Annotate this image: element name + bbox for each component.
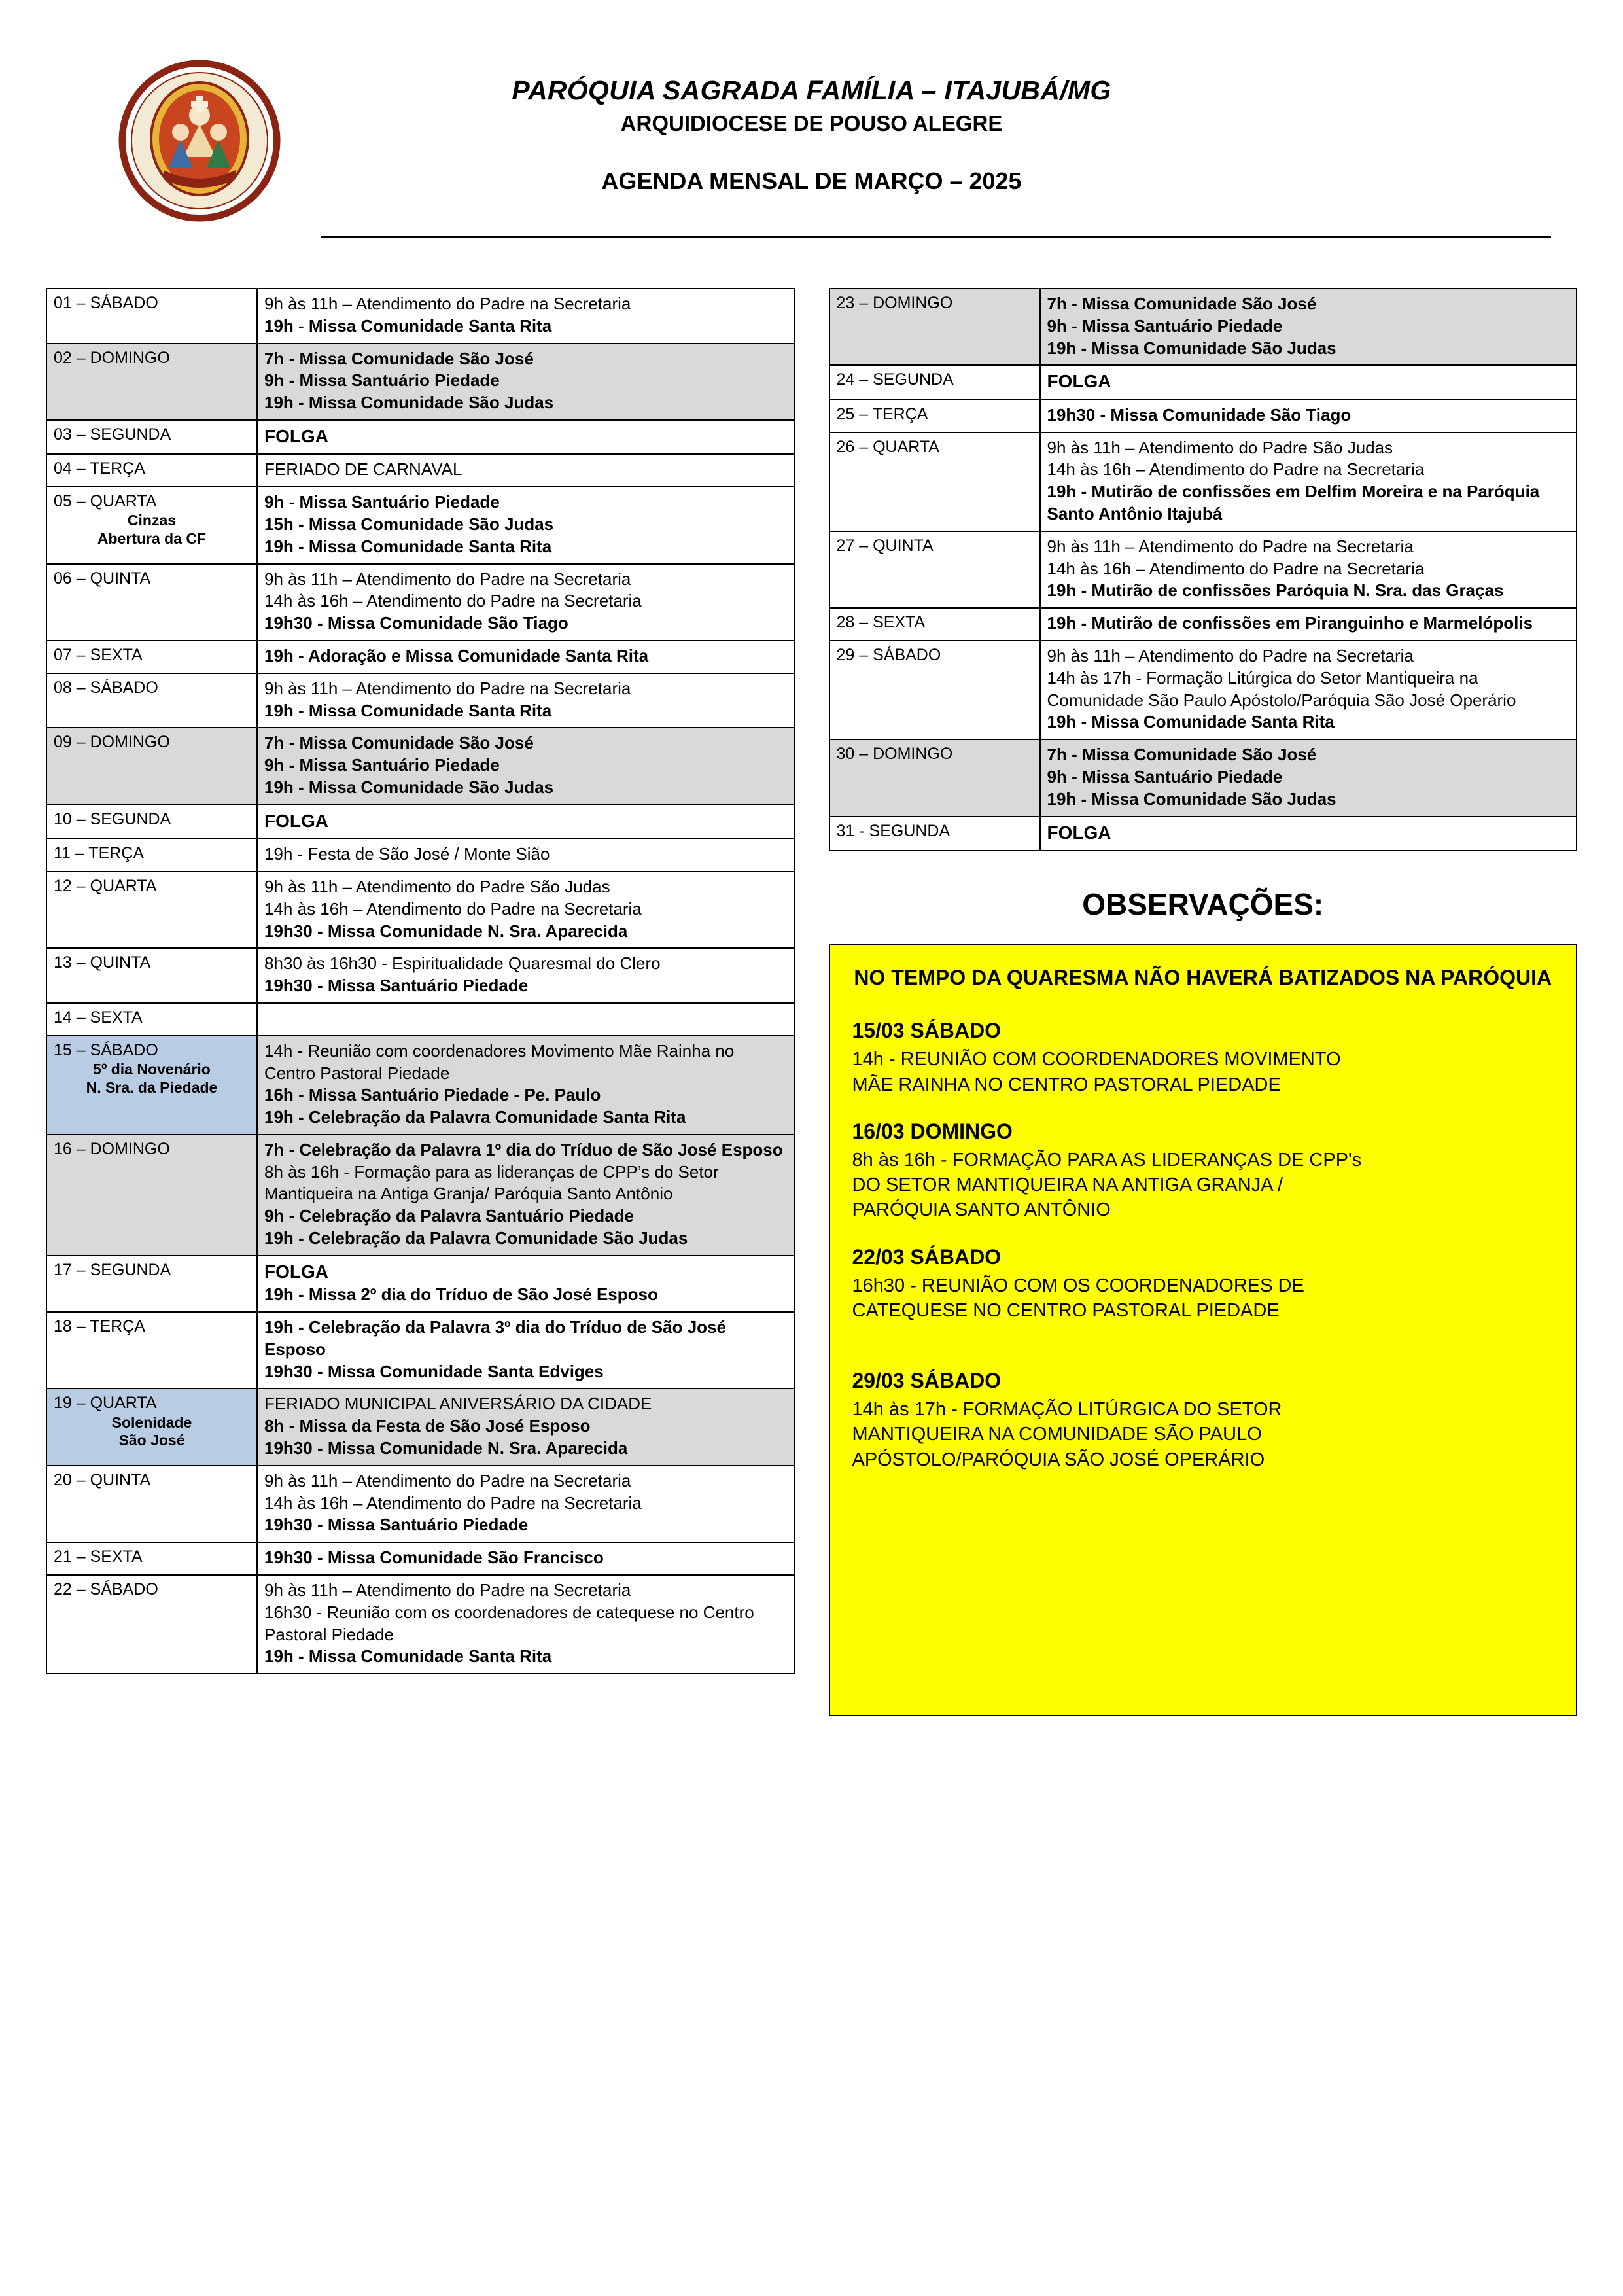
event-entry: 19h - Missa Comunidade São Judas xyxy=(1047,338,1336,358)
observation-item xyxy=(852,1245,1554,1324)
day-cell xyxy=(46,420,257,454)
agenda-table-left xyxy=(46,288,795,1674)
events-cell xyxy=(1040,365,1577,399)
table-row xyxy=(46,839,794,872)
day-cell xyxy=(46,1135,257,1256)
event-entry: FOLGA xyxy=(264,1261,328,1282)
event-entry: 19h30 - Missa Comunidade São Tiago xyxy=(1047,404,1352,425)
day-cell xyxy=(829,365,1040,399)
observations-title: OBSERVAÇÕES: xyxy=(1082,887,1324,921)
day-note: N. Sra. da Piedade xyxy=(86,1078,218,1096)
events-cell xyxy=(257,1036,794,1135)
event-entry: FOLGA xyxy=(1047,822,1111,843)
day-label: 20 – QUINTA xyxy=(54,1470,151,1489)
day-label: 09 – DOMINGO xyxy=(54,733,170,752)
table-row xyxy=(829,400,1577,433)
events-cell xyxy=(257,564,794,641)
day-label: 16 – DOMINGO xyxy=(54,1139,170,1158)
day-label: 14 – SEXTA xyxy=(54,1008,143,1027)
day-cell xyxy=(46,1312,257,1388)
event-entry: 19h30 - Missa Santuário Piedade xyxy=(264,1515,529,1535)
day-label: 04 – TERÇA xyxy=(54,459,145,478)
table-row xyxy=(46,1312,794,1388)
table-row xyxy=(46,673,794,728)
parish-crest-icon xyxy=(118,59,281,222)
table-row xyxy=(46,1003,794,1036)
event-entry: 19h30 - Missa Comunidade N. Sra. Aparecida xyxy=(264,1438,628,1458)
day-cell xyxy=(46,1388,257,1465)
event-entry: 9h - Missa Santuário Piedade xyxy=(1047,766,1283,786)
event-entry: 19h - Celebração da Palavra 3º dia do Tríduo de São José Esposo xyxy=(264,1317,726,1359)
observation-item xyxy=(852,1120,1554,1223)
day-label: 24 – SEGUNDA xyxy=(836,370,954,389)
events-cell xyxy=(257,454,794,487)
event-entry: 9h às 11h – Atendimento do Padre na Secretaria xyxy=(264,1470,631,1491)
day-cell xyxy=(46,1256,257,1312)
day-label: 27 – QUINTA xyxy=(836,536,934,555)
event-entry: 9h - Missa Santuário Piedade xyxy=(264,370,500,391)
event-entry: 9h às 11h – Atendimento do Padre na Secretaria xyxy=(264,294,631,313)
day-cell xyxy=(46,344,257,420)
event-entry: 14h - Reunião com coordenadores Movimento Mãe Rainha no Centro Pastoral Piedade xyxy=(264,1040,735,1083)
day-cell xyxy=(829,531,1040,608)
events-cell xyxy=(257,1135,794,1256)
events-cell xyxy=(1040,641,1577,739)
day-cell xyxy=(46,839,257,872)
event-entry: 7h - Missa Comunidade São José xyxy=(264,733,534,753)
events-cell xyxy=(257,487,794,563)
events-cell xyxy=(257,839,794,872)
agenda-left-column xyxy=(46,288,795,1674)
table-row xyxy=(829,433,1577,531)
event-entry: 8h às 16h - Formação para as lideranças de CPP’s do Setor Mantiqueira na Antiga Granja/ Paróquia Santo Antônio xyxy=(264,1161,719,1204)
table-row xyxy=(46,1575,794,1674)
table-row xyxy=(46,641,794,673)
events-cell xyxy=(1040,400,1577,433)
day-cell xyxy=(46,289,257,344)
event-entry: 8h30 às 16h30 - Espiritualidade Quaresmal do Clero xyxy=(264,953,661,974)
events-cell xyxy=(257,1542,794,1575)
observation-line: PARÓQUIA SANTO ANTÔNIO xyxy=(852,1199,1111,1221)
event-entry: 7h - Celebração da Palavra 1º dia do Tríduo de São José Esposo xyxy=(264,1139,783,1159)
table-row xyxy=(46,487,794,563)
day-label: 02 – DOMINGO xyxy=(54,348,170,367)
event-entry: FERIADO DE CARNAVAL xyxy=(264,459,462,480)
event-entry: 19h30 - Missa Comunidade São Francisco xyxy=(264,1547,604,1568)
observation-line: APÓSTOLO/PARÓQUIA SÃO JOSÉ OPERÁRIO xyxy=(852,1449,1265,1470)
day-label: 15 – SÁBADO xyxy=(54,1040,158,1059)
events-cell xyxy=(1040,608,1577,641)
day-cell xyxy=(46,948,257,1003)
day-cell xyxy=(829,739,1040,816)
table-row xyxy=(46,1256,794,1312)
table-row xyxy=(46,289,794,344)
day-label: 01 – SÁBADO xyxy=(54,294,158,312)
event-entry: 19h30 - Missa Comunidade Santa Edviges xyxy=(264,1361,604,1381)
table-row xyxy=(46,872,794,948)
day-label: 30 – DOMINGO xyxy=(836,745,953,764)
event-entry: 19h30 - Missa Comunidade São Tiago xyxy=(264,613,568,633)
event-entry: 19h - Mutirão de confissões em Piranguinho e Marmelópolis xyxy=(1047,613,1533,633)
day-cell xyxy=(46,1036,257,1135)
agenda-columns xyxy=(46,288,1577,1716)
day-label: 18 – TERÇA xyxy=(54,1317,145,1336)
observation-item xyxy=(852,1369,1554,1472)
table-row xyxy=(46,564,794,641)
observation-line: 8h às 16h - FORMAÇÃO PARA AS LIDERANÇAS DE CPP's xyxy=(852,1149,1362,1171)
table-row xyxy=(46,1388,794,1465)
table-row xyxy=(829,608,1577,641)
table-row xyxy=(829,739,1577,816)
day-cell xyxy=(46,454,257,487)
day-cell xyxy=(46,641,257,673)
agenda-table-right xyxy=(829,288,1578,851)
day-label: 03 – SEGUNDA xyxy=(54,425,171,444)
observation-line: MÃE RAINHA NO CENTRO PASTORAL PIEDADE xyxy=(852,1074,1281,1095)
event-entry: FOLGA xyxy=(264,425,328,446)
event-entry: 19h - Mutirão de confissões em Delfim Moreira e na Paróquia Santo Antônio Itajubá xyxy=(1047,482,1540,523)
observation-spacer xyxy=(852,1345,1554,1369)
events-cell xyxy=(257,1575,794,1674)
events-cell xyxy=(257,1466,794,1542)
event-entry: 15h - Missa Comunidade São Judas xyxy=(264,514,554,534)
day-cell xyxy=(46,1466,257,1542)
events-cell xyxy=(257,872,794,948)
day-cell xyxy=(46,1003,257,1036)
table-row xyxy=(46,420,794,454)
observation-line: MANTIQUEIRA NA COMUNIDADE SÃO PAULO xyxy=(852,1424,1262,1445)
day-cell xyxy=(829,400,1040,433)
agenda-right-column xyxy=(829,288,1578,1716)
day-label: 05 – QUARTA xyxy=(54,492,157,511)
agenda-title: AGENDA MENSAL DE MARÇO – 2025 xyxy=(601,168,1022,194)
observation-item xyxy=(852,1019,1554,1097)
event-entry: 19h30 - Missa Comunidade N. Sra. Aparecida xyxy=(264,921,628,941)
events-cell xyxy=(257,805,794,839)
observations-box xyxy=(829,944,1578,1716)
observation-line: 14h às 17h - FORMAÇÃO LITÚRGICA DO SETOR xyxy=(852,1399,1282,1421)
day-cell xyxy=(46,564,257,641)
day-label: 25 – TERÇA xyxy=(836,404,928,423)
observation-item-body xyxy=(852,1273,1554,1324)
events-cell xyxy=(1040,531,1577,608)
events-cell xyxy=(257,1256,794,1312)
day-label: 19 – QUARTA xyxy=(54,1394,157,1413)
event-entry: 19h - Celebração da Palavra Comunidade Santa Rita xyxy=(264,1107,686,1127)
event-entry: 14h às 16h – Atendimento do Padre na Secretaria xyxy=(264,1492,642,1513)
events-cell xyxy=(1040,289,1577,365)
event-entry: 19h30 - Missa Santuário Piedade xyxy=(264,976,529,996)
events-cell xyxy=(1040,817,1577,851)
day-cell xyxy=(46,728,257,804)
day-label: 07 – SEXTA xyxy=(54,645,143,664)
event-entry: 16h30 - Reunião com os coordenadores de catequese no Centro Pastoral Piedade xyxy=(264,1602,754,1644)
observation-item-body xyxy=(852,1397,1554,1472)
day-label: 26 – QUARTA xyxy=(836,437,939,456)
observation-line: DO SETOR MANTIQUEIRA NA ANTIGA GRANJA / xyxy=(852,1174,1283,1196)
event-entry: 19h - Missa Comunidade Santa Rita xyxy=(264,1646,552,1667)
events-cell xyxy=(257,948,794,1003)
event-entry: 9h às 11h – Atendimento do Padre São Judas xyxy=(264,876,610,896)
day-cell xyxy=(829,608,1040,641)
event-entry: 9h às 11h – Atendimento do Padre na Secretaria xyxy=(1047,536,1414,556)
event-entry: 14h às 16h – Atendimento do Padre na Secretaria xyxy=(264,898,642,919)
event-entry: 7h - Missa Comunidade São José xyxy=(1047,294,1317,313)
table-row xyxy=(46,1542,794,1575)
event-entry: 19h - Celebração da Palavra Comunidade São Judas xyxy=(264,1228,688,1248)
event-entry: FOLGA xyxy=(1047,371,1111,392)
day-cell xyxy=(46,805,257,839)
table-row xyxy=(46,344,794,420)
events-cell xyxy=(257,420,794,454)
event-entry: 19h - Missa Comunidade Santa Rita xyxy=(264,536,552,556)
event-entry: 9h às 11h – Atendimento do Padre na Secretaria xyxy=(264,678,631,698)
day-note: Solenidade xyxy=(111,1413,192,1431)
day-label: 08 – SÁBADO xyxy=(54,678,158,697)
day-label: 28 – SEXTA xyxy=(836,613,926,632)
day-note: São José xyxy=(118,1432,185,1449)
table-row xyxy=(829,289,1577,365)
events-cell xyxy=(257,289,794,344)
event-entry: FERIADO MUNICIPAL ANIVERSÁRIO DA CIDADE xyxy=(264,1394,652,1414)
event-entry: 19h - Missa Comunidade São Judas xyxy=(264,777,554,797)
header-divider xyxy=(321,236,1551,238)
day-label: 29 – SÁBADO xyxy=(836,645,941,664)
day-label: 11 – TERÇA xyxy=(54,844,145,863)
observation-line: 14h - REUNIÃO COM COORDENADORES MOVIMENTO xyxy=(852,1049,1341,1070)
event-entry: 19h - Missa Comunidade Santa Rita xyxy=(264,315,552,336)
event-entry: 9h - Missa Santuário Piedade xyxy=(264,755,500,775)
page-subtitle: ARQUIDIOCESE DE POUSO ALEGRE xyxy=(620,111,1003,135)
day-cell xyxy=(46,1575,257,1674)
events-cell xyxy=(257,344,794,420)
observations-headline: NO TEMPO DA QUARESMA NÃO HAVERÁ BATIZADOS NA PARÓQUIA xyxy=(854,965,1552,989)
event-entry: 9h às 11h – Atendimento do Padre São Judas xyxy=(1047,437,1393,457)
day-label: 31 - SEGUNDA xyxy=(836,821,951,840)
event-entry: 19h - Adoração e Missa Comunidade Santa Rita xyxy=(264,645,649,665)
day-label: 12 – QUARTA xyxy=(54,876,157,895)
events-cell xyxy=(1040,433,1577,531)
events-cell xyxy=(257,673,794,728)
day-note: Abertura da CF xyxy=(97,530,207,548)
observation-item-body xyxy=(852,1148,1554,1223)
table-row xyxy=(46,454,794,487)
event-entry: 19h - Missa 2º dia do Tríduo de São José Esposo xyxy=(264,1284,658,1305)
observation-item-body xyxy=(852,1047,1554,1097)
table-row xyxy=(46,728,794,804)
day-cell xyxy=(46,673,257,728)
events-cell xyxy=(257,1312,794,1388)
events-cell xyxy=(257,641,794,673)
day-label: 21 – SEXTA xyxy=(54,1547,143,1566)
table-row xyxy=(46,1466,794,1542)
event-entry: 9h - Missa Santuário Piedade xyxy=(1047,315,1283,336)
events-cell xyxy=(257,1003,794,1036)
event-entry: 19h - Mutirão de confissões Paróquia N. Sra. das Graças xyxy=(1047,580,1504,601)
day-cell xyxy=(829,289,1040,365)
observation-item-title: 29/03 SÁBADO xyxy=(852,1369,1002,1393)
day-label: 22 – SÁBADO xyxy=(54,1580,158,1599)
observation-line: CATEQUESE NO CENTRO PASTORAL PIEDADE xyxy=(852,1299,1280,1321)
day-cell xyxy=(829,817,1040,851)
event-entry: 9h - Celebração da Palavra Santuário Piedade xyxy=(264,1206,635,1226)
table-row xyxy=(46,1036,794,1135)
table-row xyxy=(829,531,1577,608)
event-entry: 19h - Missa Comunidade Santa Rita xyxy=(1047,712,1335,732)
day-note: 5º dia Novenário xyxy=(93,1060,211,1078)
event-entry: 14h às 17h - Formação Litúrgica do Setor Mantiqueira na Comunidade São Paulo Apóstolo/Paróquia São José Operário xyxy=(1047,667,1516,710)
event-entry: 7h - Missa Comunidade São José xyxy=(1047,745,1317,765)
day-cell xyxy=(829,641,1040,739)
event-entry: FOLGA xyxy=(264,810,328,831)
event-entry: 8h - Missa da Festa de São José Esposo xyxy=(264,1416,591,1436)
day-label: 17 – SEGUNDA xyxy=(54,1260,171,1279)
observation-item-title: 16/03 DOMINGO xyxy=(852,1119,1013,1143)
event-entry: 14h às 16h – Atendimento do Padre na Secretaria xyxy=(1047,558,1425,578)
observation-item-title: 15/03 SÁBADO xyxy=(852,1019,1002,1043)
event-entry: 9h - Missa Santuário Piedade xyxy=(264,492,500,512)
event-entry: 16h - Missa Santuário Piedade - Pe. Paulo xyxy=(264,1085,601,1105)
event-entry: 19h - Missa Comunidade Santa Rita xyxy=(264,700,552,720)
table-row xyxy=(46,805,794,839)
events-cell xyxy=(257,1388,794,1465)
event-entry: 19h - Missa Comunidade São Judas xyxy=(264,393,554,413)
table-row xyxy=(46,1135,794,1256)
events-cell xyxy=(257,728,794,804)
event-entry: 14h às 16h – Atendimento do Padre na Secretaria xyxy=(1047,459,1425,480)
event-entry: 7h - Missa Comunidade São José xyxy=(264,348,534,368)
day-cell xyxy=(829,433,1040,531)
event-entry: 14h às 16h – Atendimento do Padre na Secretaria xyxy=(264,591,642,611)
page-title: PARÓQUIA SAGRADA FAMÍLIA – ITAJUBÁ/MG xyxy=(512,75,1111,105)
table-row xyxy=(829,365,1577,399)
table-row xyxy=(46,948,794,1003)
table-row xyxy=(829,817,1577,851)
day-cell xyxy=(46,872,257,948)
event-entry: 9h às 11h – Atendimento do Padre na Secretaria xyxy=(264,1580,631,1600)
day-cell xyxy=(46,1542,257,1575)
event-entry: 19h - Festa de São José / Monte Sião xyxy=(264,844,550,864)
document-header xyxy=(46,39,1577,262)
day-label: 06 – QUINTA xyxy=(54,569,151,588)
day-note: Cinzas xyxy=(127,512,177,529)
observation-line: 16h30 - REUNIÃO COM OS COORDENADORES DE xyxy=(852,1275,1304,1296)
day-label: 10 – SEGUNDA xyxy=(54,809,171,828)
event-entry: 19h - Missa Comunidade São Judas xyxy=(1047,788,1336,809)
event-entry: 9h às 11h – Atendimento do Padre na Secretaria xyxy=(264,569,631,589)
events-cell xyxy=(1040,739,1577,816)
observation-item-title: 22/03 SÁBADO xyxy=(852,1245,1002,1269)
day-cell xyxy=(46,487,257,563)
event-entry: 9h às 11h – Atendimento do Padre na Secretaria xyxy=(1047,645,1414,665)
day-label: 23 – DOMINGO xyxy=(836,294,953,312)
day-label: 13 – QUINTA xyxy=(54,953,151,972)
table-row xyxy=(829,641,1577,739)
